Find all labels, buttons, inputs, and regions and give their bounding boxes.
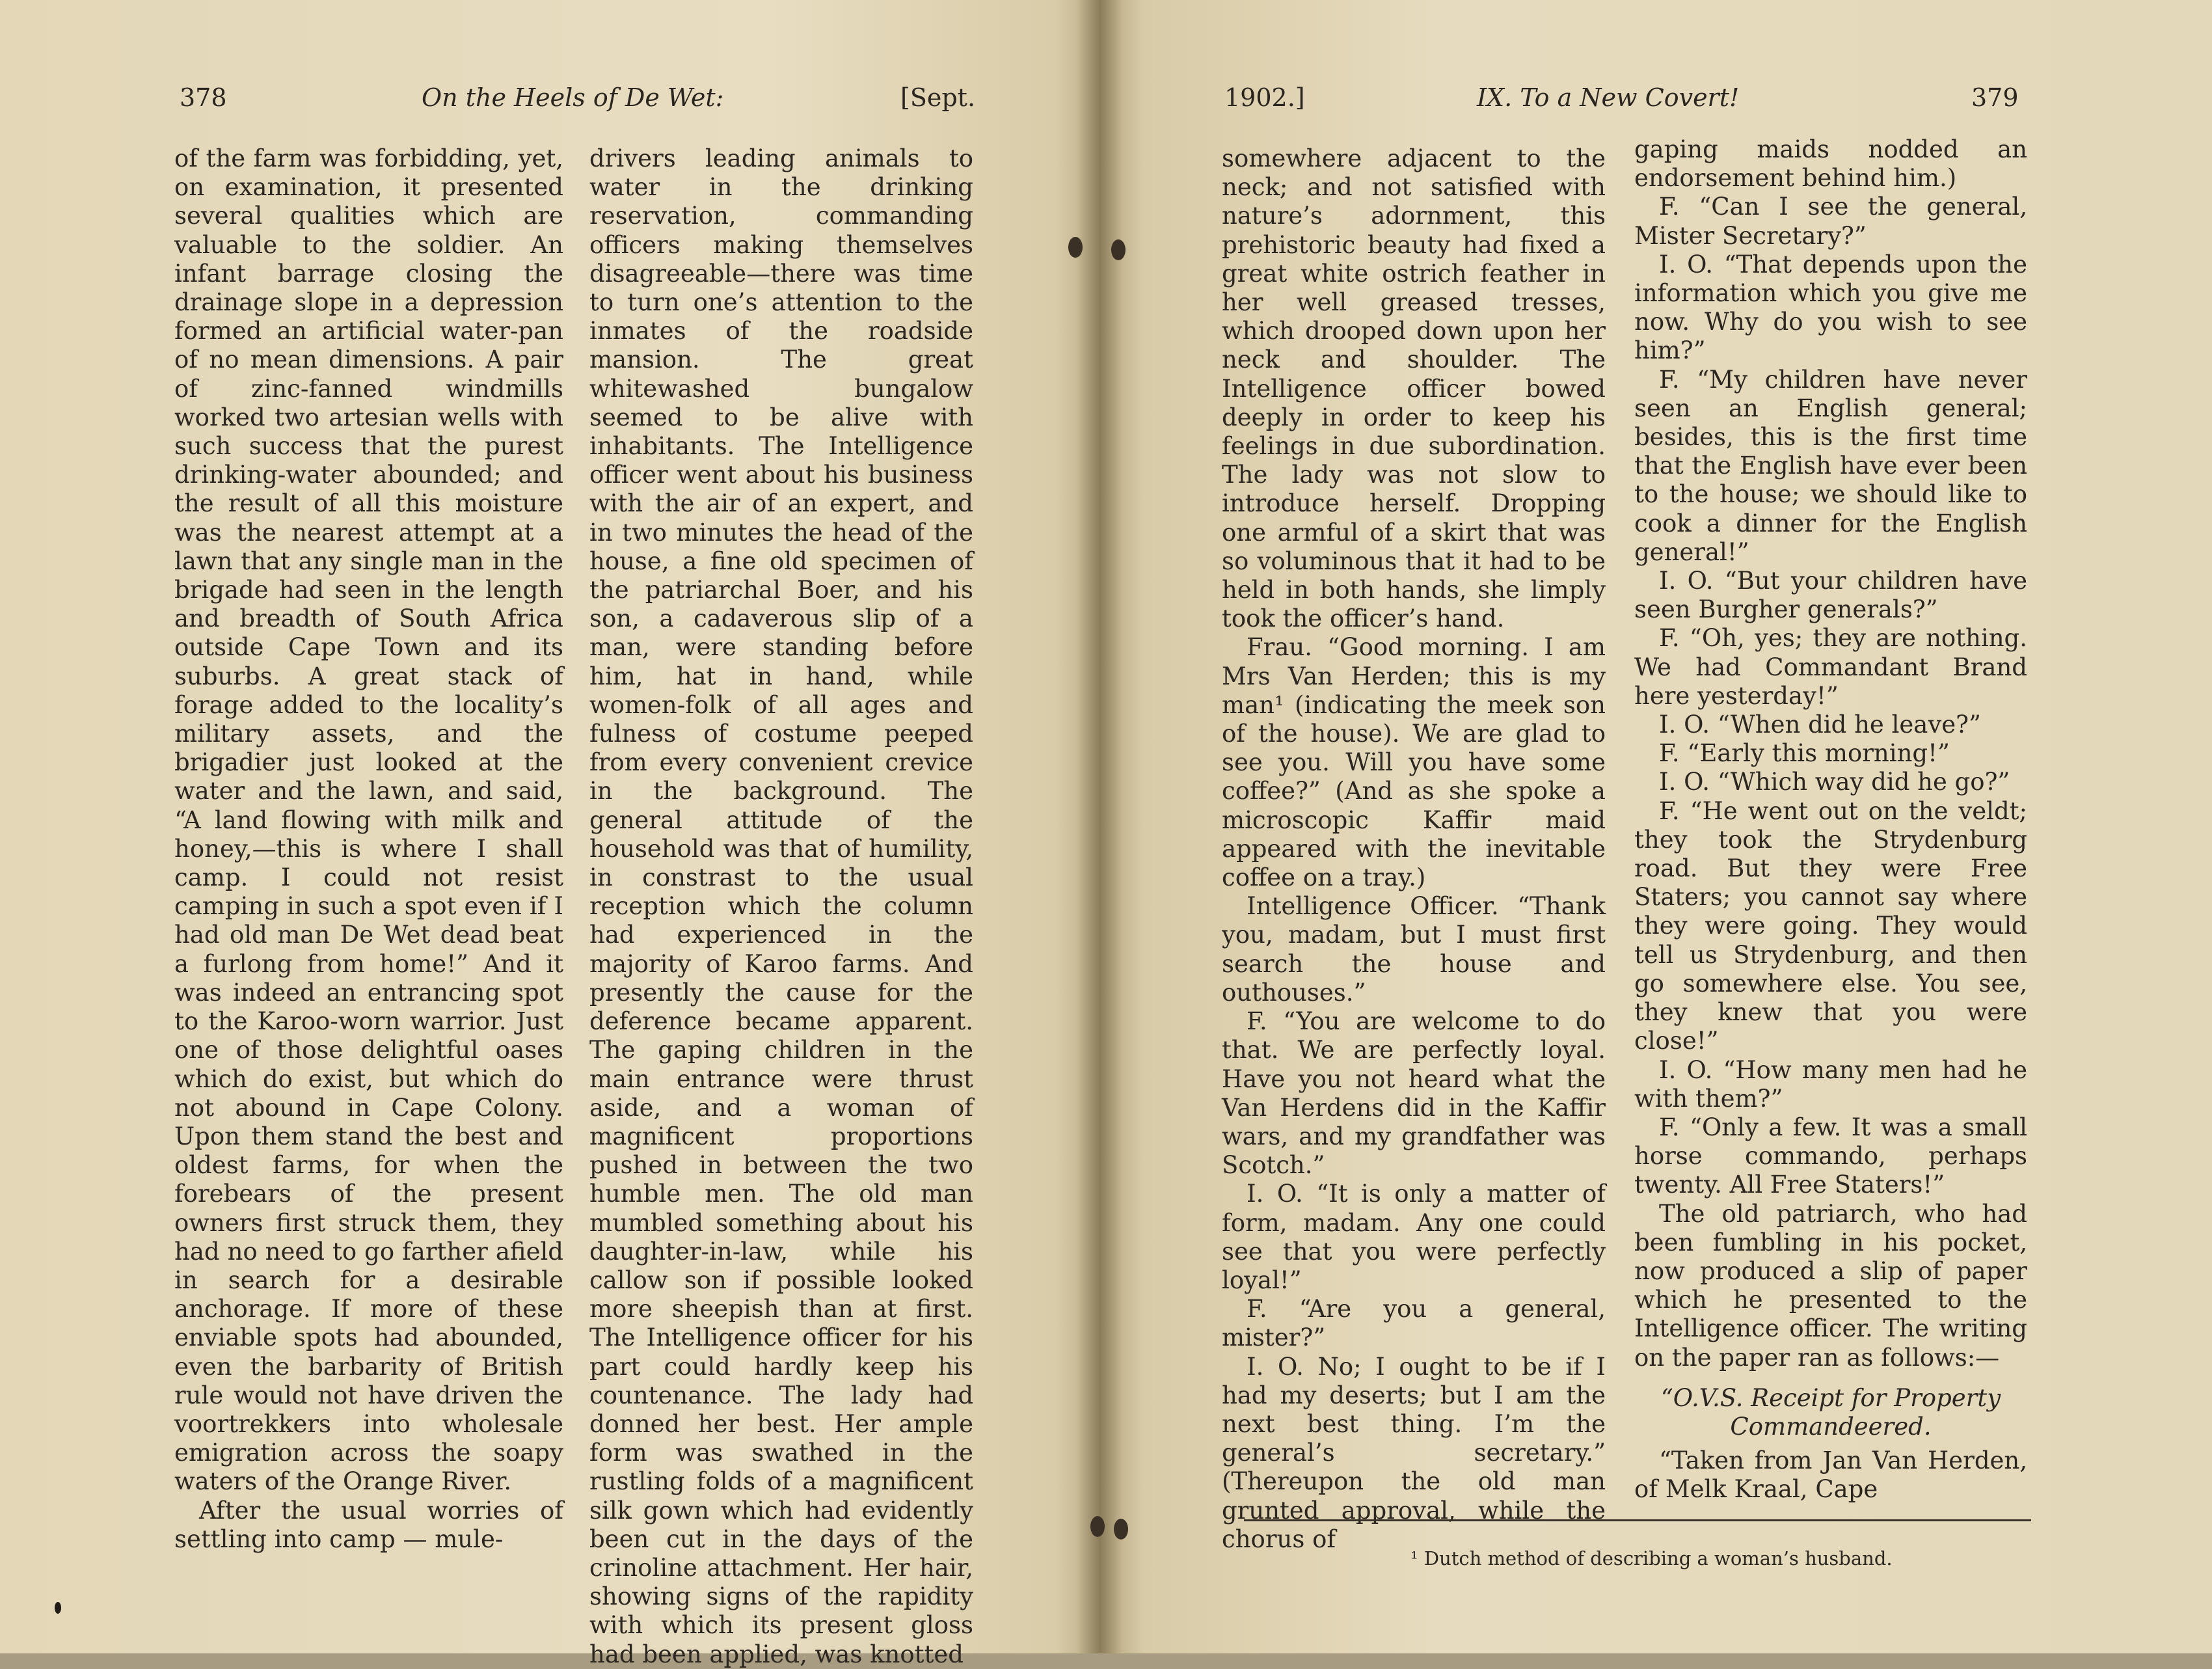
paragraph: I. O. “Which way did he go?” xyxy=(1659,768,2010,796)
paragraph: Frau. “Good morning. I am Mrs Van Herden; this is my man¹ (indicating the meek son of the house). We are glad to see you. Will you have some coffee?” (And as she spoke a microscopic Kaffir maid appeared with the inevitable coffee on a tray.) xyxy=(1222,633,1606,892)
paragraph: I. O. “But your children have seen Burgher generals?” xyxy=(1634,567,2027,624)
paragraph: I. O. “It is only a matter of form, madam. Any one could see that you were perfectly loyal!” xyxy=(1222,1180,1606,1294)
paragraph: I. O. “When did he leave?” xyxy=(1659,711,1981,739)
paragraph: F. “He went out on the veldt; they took the Strydenburg road. But they were Free Staters; you cannot say where they were going. They would tell us Strydenburg, and then go somewhere else. You see, they knew that you were close!” xyxy=(1634,796,2027,1055)
paragraph: F. “Can I see the general, Mister Secretary?” xyxy=(1634,193,2027,250)
page-number-right: 379 xyxy=(1971,83,2019,112)
chapter-title-left: On the Heels of De Wet: xyxy=(422,83,724,112)
paragraph: F. “Only a few. It was a small horse commando, perhaps twenty. All Free Staters!” xyxy=(1634,1113,2027,1199)
paragraph: somewhere adjacent to the neck; and not satisfied with nature’s adornment, this prehistoric beauty had fixed a great white ostrich feather in her well greased tresses, which drooped down upon her neck and shoulder. The Intelligence officer bowed deeply in order to keep his feelings in due subordination. The lady was not slow to introduce herself. Dropping one armful of a skirt that was so voluminous that it had to be held in both hands, she limply took the officer’s hand. xyxy=(1222,144,1606,633)
paragraph: of the farm was forbidding, yet, on examination, it presented several qualities which are valuable to the soldier. An infant barrage closing the drainage slope in a depression formed an artificial water-pan of no mean dimensions. A pair of zinc-fanned windmills worked two artesian wells with such success that the purest drinking-water abounded; and the result of all this moisture was the nearest attempt at a lawn that any single man in the brigade had seen in the length and breadth of South Africa outside Cape Town and its suburbs. A great stack of forage added to the locality’s military assets, and the brigadier just looked at the water and the lawn, and said, “A land flowing with milk and honey,—this is where I shall camp. I could not resist camping in such a spot even if I had old man De Wet dead beat a furlong from home!” And it was indeed an entrancing spot to the Karoo-worn warrior. Just one of those delightful oases which do exist, but which do not abound in Cape Colony. Upon them stand the best and oldest farms, for when the forebears of the present owners first struck them, they had no need to go farther afield in search for a desirable anchorage. If more of these enviable spots had abounded, even the barbarity of British rule would not have driven the voortrekkers into wholesale emigration across the soapy waters of the Orange River. xyxy=(174,144,563,1496)
right-page xyxy=(1099,0,2212,1653)
left-page xyxy=(0,0,1099,1668)
binding-hole xyxy=(1111,239,1126,260)
paragraph: I. O. “How many men had he with them?” xyxy=(1634,1055,2027,1113)
paragraph: F. “Early this morning!” xyxy=(1659,739,1950,768)
binding-hole xyxy=(1068,237,1083,258)
chapter-title-right: IX. To a New Covert! xyxy=(1477,83,1740,112)
right-column-1 xyxy=(1222,144,1606,1554)
right-column-2 xyxy=(1634,135,2027,1504)
ink-spot xyxy=(55,1602,61,1614)
receipt-heading: “O.V.S. Receipt for Property Commandeered. xyxy=(1660,1383,2001,1441)
paragraph: gaping maids nodded an endorsement behind him.) xyxy=(1634,135,2027,193)
binding-hole xyxy=(1090,1516,1105,1537)
paragraph: The old patriarch, who had been fumbling in his pocket, now produced a slip of paper which he presented to the Intelligence officer. The writing on the paper ran as follows:— xyxy=(1634,1199,2027,1372)
footnote-rule xyxy=(1244,1519,2031,1521)
paragraph: Intelligence Officer. “Thank you, madam, but I must first search the house and outhouses.” xyxy=(1222,892,1606,1007)
paragraph: F. “You are welcome to do that. We are perfectly loyal. Have you not heard what the Van Herdens did in the Kaffir wars, and my grandfather was Scotch.” xyxy=(1222,1007,1606,1180)
paragraph: I. O. No; I ought to be if I had my deserts; but I am the next best thing. I’m the general’s secretary.” (Thereupon the old man grunted approval, while the chorus of xyxy=(1222,1352,1606,1553)
left-column-2 xyxy=(589,144,973,1669)
left-column-1 xyxy=(174,144,563,1554)
paragraph: drivers leading animals to water in the drinking reservation, commanding officers making themselves disagreeable—there was time to turn one’s attention to the inmates of the roadside mansion. The great whitewashed bungalow seemed to be alive with inhabitants. The Intelligence officer went about his business with the air of an expert, and in two minutes the head of the house, a fine old specimen of the patriarchal Boer, and his son, a cadaverous slip of a man, were standing before him, hat in hand, while women-folk of all ages and fulness of costume peeped from every convenient crevice in the background. The general attitude of the household was that of humility, in constrast to the usual reception which the column had experienced in the majority of Karoo farms. And presently the cause for the deference became apparent. The gaping children in the main entrance were thrust aside, and a woman of magnificent proportions pushed in between the two humble men. The old man mumbled something about his daughter-in-law, while his callow son if possible looked more sheepish than at first. The Intelligence officer for his part could hardly keep his countenance. The lady had donned her best. Her ample form was swathed in the rustling folds of a magnificent silk gown which had evidently been cut in the days of the crinoline attachment. Her hair, showing signs of the rapidity with which its present gloss had been applied, was knotted xyxy=(589,144,973,1668)
paragraph: F. “Are you a general, mister?” xyxy=(1222,1295,1606,1352)
paragraph: After the usual worries of settling into camp — mule- xyxy=(174,1496,563,1553)
paragraph: “Taken from Jan Van Herden, of Melk Kraal, Cape xyxy=(1634,1446,2027,1503)
footnote: ¹ Dutch method of describing a woman’s husband. xyxy=(1410,1547,1893,1569)
date-left: [Sept. xyxy=(900,83,976,112)
paragraph: F. “Oh, yes; they are nothing. We had Commandant Brand here yesterday!” xyxy=(1634,624,2027,710)
page-number-left: 378 xyxy=(180,83,227,112)
binding-hole xyxy=(1114,1519,1128,1540)
paragraph: I. O. “That depends upon the information which you give me now. Why do you wish to see him?” xyxy=(1634,250,2027,365)
paragraph: F. “My children have never seen an English general; besides, this is the first time that the English have ever been to the house; we should like to cook a dinner for the English general!” xyxy=(1634,365,2027,566)
date-right: 1902.] xyxy=(1224,83,1305,112)
